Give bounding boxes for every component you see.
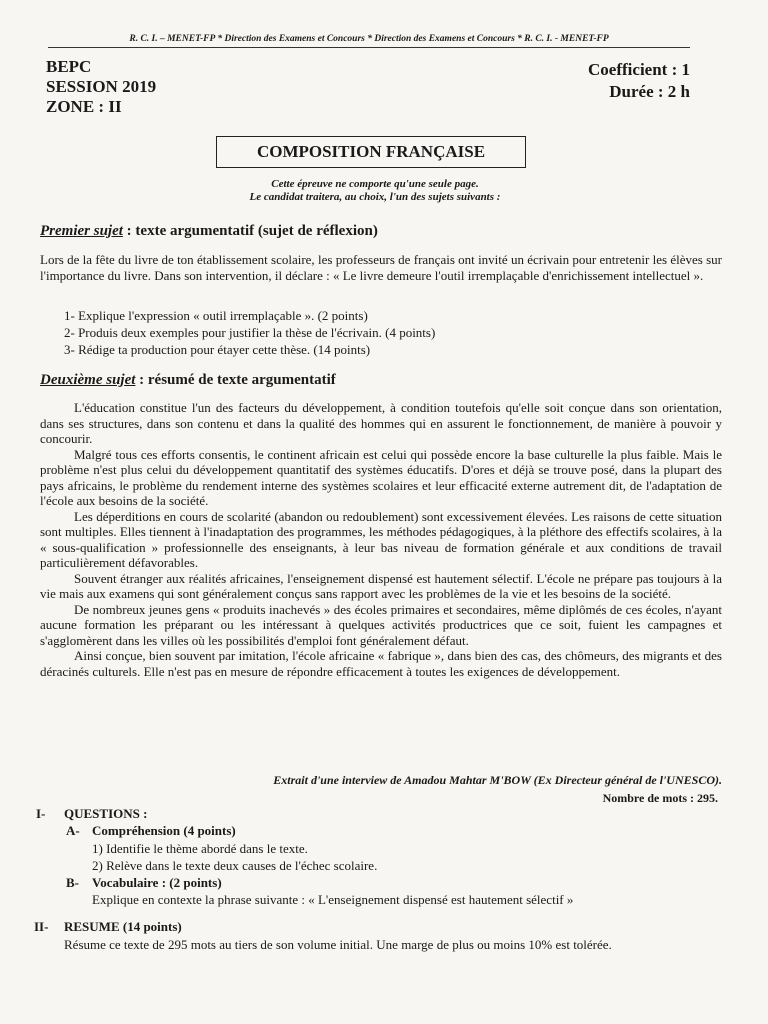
- sujet1-title: : texte argumentatif (sujet de réflexion): [122, 223, 378, 239]
- paragraph: Les déperditions en cours de scolarité (abandon ou redoublement) sont excessivement élevées. Les raisons de cette situation sont multiples. Elles tiennent à l'inadaptation des programmes, les méthodes pédagogiques, à la pléthore des effectifs scolaires, à la « sous-qualification » professionnelle des enseignants, à leur bas niveau de formation générale et aux conditions de travail particulièrement défavorables.: [40, 508, 722, 570]
- exam-info: [46, 57, 156, 117]
- paragraph: Ainsi conçue, bien souvent par imitation, l'école africaine « fabrique », dans bien des cas, des chômeurs, des migrants et des déracinés culturels. Elle n'est pas en mesure de répondre efficacement à toutes les exigences de développement.: [40, 648, 722, 679]
- sujet1-text: [40, 252, 722, 283]
- paragraph: De nombreux jeunes gens « produits inachevés » des écoles primaires et secondaires, même diplômés de ces écoles, n'ayant aucune formation les préparant ou les intéressant à quelques activités productrices que ce soit, fuient les campagnes et s'agglomèrent dans les villes où les possibilités d'emploi font généralement défaut.: [40, 601, 722, 648]
- comprehension-heading: Compréhension (4 points): [92, 823, 236, 838]
- sujet2-label: Deuxième sujet: [40, 372, 136, 388]
- sujet1-list: [64, 307, 704, 358]
- vocabulary-heading: Vocabulaire : (2 points): [92, 875, 222, 890]
- paragraph: Souvent étranger aux réalités africaines, l'enseignement dispensé est hautement sélectif. L'école ne prépare pas toujours à la vie mais aux examens qui sont généralement conçus sans rapport avec les problèmes de la vie et les besoins de la société.: [40, 570, 722, 601]
- instructions: [160, 178, 590, 204]
- question-item: 2) Relève dans le texte deux causes de l'échec scolaire.: [92, 858, 378, 873]
- text-source: Extrait d'une interview de Amadou Mahtar M'BOW (Ex Directeur général de l'UNESCO).: [273, 773, 722, 787]
- instruction-line: Cette épreuve ne comporte qu'une seule page.: [271, 178, 479, 190]
- exam-session: SESSION 2019: [46, 77, 157, 96]
- exam-zone: ZONE : II: [46, 97, 122, 116]
- duration: Durée : 2 h: [609, 82, 690, 101]
- comprehension-number: A-: [66, 823, 80, 838]
- list-item: 2- Produis deux exemples pour justifier la thèse de l'écrivain. (4 points): [64, 325, 436, 340]
- question-item: 1) Identifie le thème abordé dans le texte.: [92, 841, 308, 856]
- exam-meta: [588, 59, 690, 103]
- vocabulary-text: Explique en contexte la phrase suivante : « L'enseignement dispensé est hautement sélectif »: [92, 892, 574, 907]
- list-item: 1- Explique l'expression « outil irremplaçable ». (2 points): [64, 308, 368, 323]
- instruction-line: Le candidat traitera, au choix, l'un des sujets suivants :: [249, 191, 501, 203]
- paragraph: Malgré tous ces efforts consentis, le continent africain est celui qui possède encore la base culturelle la plus faible. Mais le problème n'est plus celui du développement quantitatif des systèmes éducatifs. D'ores et déjà se trouve posé, dans la plupart des pays africains, le problème du rendement interne des systèmes scolaires et leur efficacité externe autrement dit, de l'adaptation de l'école aux besoins de la société.: [40, 446, 722, 508]
- questions-number: I-: [36, 806, 46, 821]
- word-count: Nombre de mots : 295.: [602, 791, 718, 805]
- sujet2-heading: [40, 372, 336, 389]
- sujet2-title: : résumé de texte argumentatif: [135, 372, 336, 388]
- list-item: 3- Rédige ta production pour étayer cette thèse. (14 points): [64, 342, 371, 357]
- resume-heading: RESUME (14 points): [64, 919, 182, 934]
- vocabulary-number: B-: [66, 875, 79, 890]
- exam-name: BEPC: [46, 57, 92, 76]
- resume-number: II-: [34, 919, 49, 934]
- coefficient: Coefficient : 1: [588, 60, 690, 79]
- page-title: COMPOSITION FRANÇAISE: [216, 136, 526, 168]
- sujet1-paragraph: Lors de la fête du livre de ton établissement scolaire, les professeurs de français ont invité un écrivain pour entretenir les élèves sur l'importance du livre. Dans son intervention, il déclare : « Le livre demeure l'outil irremplaçable d'enrichissement intellectuel ».: [40, 252, 722, 283]
- sujet2-text: [40, 400, 722, 679]
- paragraph: L'éducation constitue l'un des facteurs du développement, à condition toutefois qu'elle soit conçue dans son orientation, dans ses structures, dans son contenu et dans la qualité des hommes qui en assurent le fonctionnement, de manière à pouvoir y concourir.: [40, 400, 722, 446]
- questions-heading: QUESTIONS :: [64, 806, 148, 821]
- resume-text: Résume ce texte de 295 mots au tiers de son volume initial. Une marge de plus ou moins 10% est tolérée.: [64, 937, 612, 952]
- sujet1-label: Premier sujet: [40, 223, 123, 239]
- header-topline: R. C. I. – MENET-FP * Direction des Examens et Concours * Direction des Examens et Concours * R. C. I. - MENET-FP: [48, 34, 690, 48]
- sujet1-heading: [40, 223, 378, 240]
